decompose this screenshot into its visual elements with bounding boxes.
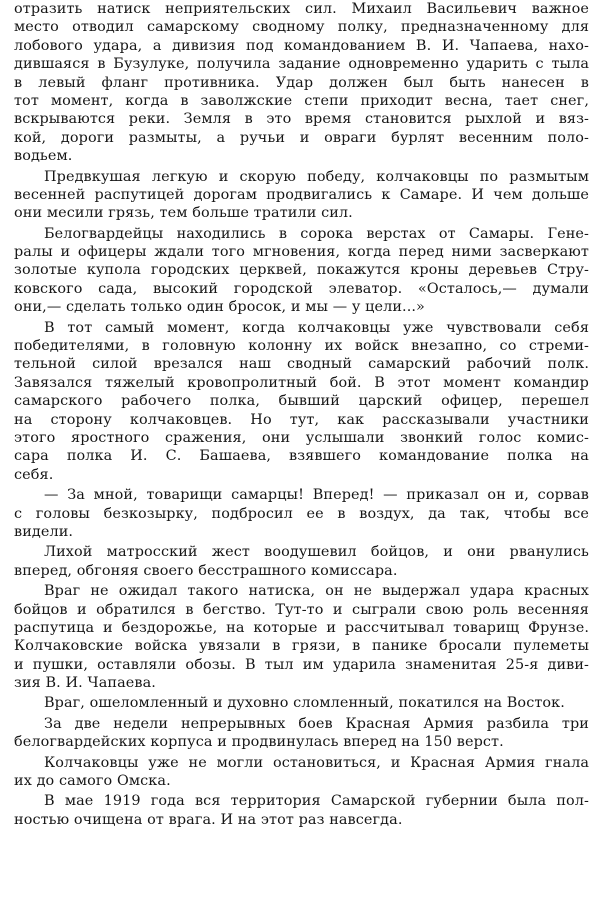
text-line: сара полка И. С. Башаева, взявшего командование полка на [14, 448, 589, 465]
text-line: ностью очищена от врага. И на этот раз навсегда. [14, 811, 403, 828]
text-line: видели. [14, 523, 74, 540]
text-line: их до самого Омска. [14, 773, 171, 790]
text-line: Колчаковские войска увязали в грязи, в панике бросали пулеметы [14, 638, 589, 655]
text-line: весенней распутицей дорогам продвигались к Самаре. И чем дольше [14, 186, 589, 203]
text-line: золотые купола городских церквей, покажутся кроны деревьев Стру- [14, 262, 589, 279]
text-line: бойцов и обратился в бегство. Тут-то и сыграли свою роль весенняя [14, 601, 589, 618]
text-line: Белогвардейцы находились в сорока верстах от Самары. Генe- [44, 225, 589, 242]
text-line: и пушки, оставляли обозы. В тыл им ударила знаменитая 25-я диви- [14, 656, 589, 673]
text-line: зия В. И. Чапаева. [14, 675, 156, 692]
book-page [14, 0, 589, 904]
text-line: вперед, обгоняя своего бесстрашного комиссара. [14, 562, 398, 579]
text-line: на сторону колчаковцев. Но тут, как рассказывали участники [14, 411, 589, 428]
text-line: Предвкушая легкую и скорую победу, колчаковцы по размытым [44, 168, 589, 185]
text-line: ралы и офицеры ждали того мгновения, когда перед ними засверкают [14, 244, 589, 261]
text-line: в левый фланг противника. Удар должен был быть нанесен в [14, 74, 589, 91]
paragraph [14, 715, 589, 752]
text-line: За две недели непрерывных боев Красная Армия разбила три [44, 715, 589, 732]
text-line: ковского сада, высокий городской элеватор. «Осталось,— думали [14, 280, 589, 297]
paragraph [14, 582, 589, 692]
paragraph [14, 792, 589, 829]
text-line: дившаяся в Бузулуке, получила задание одновременно ударить с тыла [14, 56, 589, 73]
text-line: они месили грязь, тем больше тратили сил. [14, 205, 353, 222]
text-line: место отводил самарскому сводному полку, предназначенному для [14, 19, 589, 36]
text-line: себя. [14, 466, 54, 483]
paragraph [14, 694, 589, 712]
text-line: Колчаковцы уже не могли остановиться, и Красная Армия гнала [44, 754, 589, 771]
text-line: белогвардейских корпуса и продвинулась вперед на 150 верст. [14, 734, 504, 751]
paragraph [14, 543, 589, 580]
text-line: В мае 1919 года вся территория Самарской губернии была пол- [44, 793, 589, 810]
text-line: Враг, ошеломленный и духовно сломленный, покатился на Восток. [44, 695, 565, 712]
text-line: тельной силой врезался наш сводный самарский рабочий полк. [14, 356, 589, 373]
text-line: самарского рабочего полка, бывший царский офицер, перешел [14, 393, 589, 410]
text-line: распутица и бездорожье, на которые и рассчитывал товарищ Фрунзе. [14, 619, 589, 636]
text-line: с головы безкозырку, подбросил ее в воздух, да так, чтобы все [14, 505, 589, 522]
text-line: отразить натиск неприятельских сил. Михаил Васильевич важное [14, 1, 589, 17]
text-line: лобового удара, а дивизия под командованием В. И. Чапаева, нахо- [14, 37, 589, 54]
paragraph [14, 225, 589, 317]
paragraph [14, 168, 589, 223]
text-line: кой, дороги размыты, а ручьи и овраги бурлят весенним поло- [14, 129, 589, 146]
text-line: В тот самый момент, когда колчаковцы уже чувствовали себя [44, 319, 589, 336]
text-line: этого яростного сражения, они услышали звонкий голос комис- [14, 429, 589, 446]
text-line: они,— сделать только один бросок, и мы — у цели...» [14, 299, 425, 316]
text-line: водьем. [14, 148, 73, 165]
paragraph [14, 319, 589, 485]
text-line: Завязался тяжелый кровопролитный бой. В этот момент командир [14, 374, 589, 391]
text-line: Враг не ожидал такого натиска, он не выдержал удара красных [44, 583, 589, 600]
text-line: — За мной, товарищи самарцы! Вперед! — приказал он и, сорвав [44, 487, 589, 504]
text-line: победителями, в головную колонну их войск внезапно, со стреми- [14, 338, 589, 355]
paragraph [14, 0, 589, 166]
paragraph [14, 486, 589, 541]
text-line: тот момент, когда в заволжские степи приходит весна, тает снег, [14, 92, 589, 109]
text-line: Лихой матросский жест воодушевил бойцов, и они рванулись [44, 544, 589, 561]
text-line: вскрываются реки. Земля в это время становится рыхлой и вяз- [14, 111, 589, 128]
paragraph [14, 754, 589, 791]
